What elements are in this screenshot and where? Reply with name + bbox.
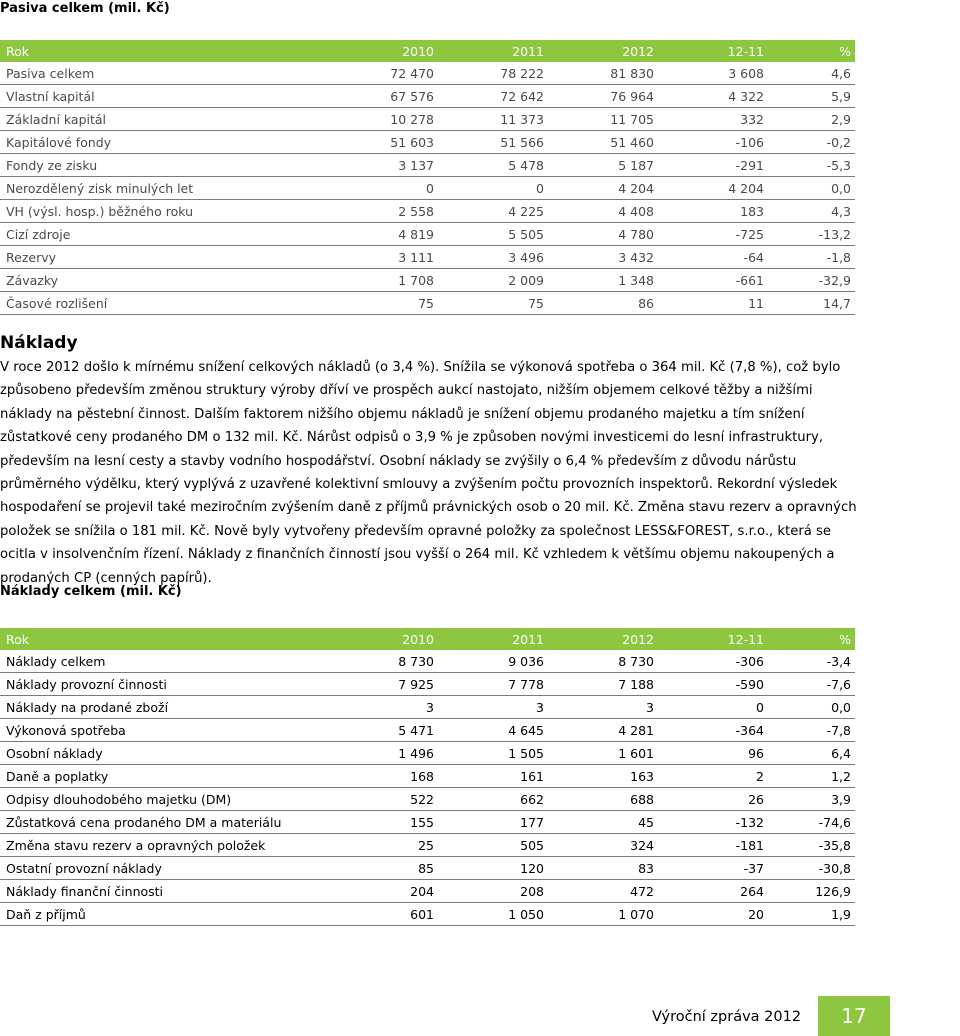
- row-label: Fondy ze zisku: [0, 154, 328, 177]
- table-row: [0, 811, 855, 834]
- header-cell-diff: 12-11: [658, 40, 768, 62]
- value-2012: 1 601: [548, 742, 658, 765]
- value-2011: 75: [438, 292, 548, 315]
- table-row: [0, 223, 855, 246]
- header-cell-2011: 2011: [438, 40, 548, 62]
- table-row: [0, 177, 855, 200]
- row-label: VH (výsl. hosp.) běžného roku: [0, 200, 328, 223]
- value-2011: 11 373: [438, 108, 548, 131]
- value-2011: 4 645: [438, 719, 548, 742]
- value-2011: 4 225: [438, 200, 548, 223]
- value-percent: -1,8: [768, 246, 855, 269]
- value-2012: 163: [548, 765, 658, 788]
- table-row: [0, 269, 855, 292]
- header-cell-year: Rok: [0, 40, 328, 62]
- value-diff: 11: [658, 292, 768, 315]
- value-2011: 3: [438, 696, 548, 719]
- value-2010: 204: [328, 880, 438, 903]
- value-percent: 14,7: [768, 292, 855, 315]
- value-2012: 688: [548, 788, 658, 811]
- value-2011: 5 478: [438, 154, 548, 177]
- value-diff: 20: [658, 903, 768, 926]
- value-diff: -291: [658, 154, 768, 177]
- value-percent: 3,9: [768, 788, 855, 811]
- value-2010: 1 496: [328, 742, 438, 765]
- value-diff: 4 204: [658, 177, 768, 200]
- value-2011: 120: [438, 857, 548, 880]
- pasiva-table: [0, 40, 855, 315]
- value-2012: 76 964: [548, 85, 658, 108]
- value-diff: 332: [658, 108, 768, 131]
- naklady-table: [0, 628, 855, 926]
- row-label: Náklady provozní činnosti: [0, 673, 328, 696]
- value-2011: 7 778: [438, 673, 548, 696]
- value-2010: 8 730: [328, 650, 438, 673]
- table-row: [0, 131, 855, 154]
- header-cell-2010: 2010: [328, 40, 438, 62]
- value-2012: 3 432: [548, 246, 658, 269]
- value-2012: 4 780: [548, 223, 658, 246]
- value-2011: 2 009: [438, 269, 548, 292]
- value-percent: 126,9: [768, 880, 855, 903]
- pasiva-table-caption: Pasiva celkem (mil. Kč): [0, 1, 170, 16]
- value-percent: 1,2: [768, 765, 855, 788]
- value-diff: -306: [658, 650, 768, 673]
- value-percent: 5,9: [768, 85, 855, 108]
- header-cell-year: Rok: [0, 628, 328, 650]
- value-2012: 4 281: [548, 719, 658, 742]
- value-diff: -64: [658, 246, 768, 269]
- value-2010: 3 111: [328, 246, 438, 269]
- header-cell-2011: 2011: [438, 628, 548, 650]
- table-row: [0, 673, 855, 696]
- value-diff: 264: [658, 880, 768, 903]
- value-percent: -5,3: [768, 154, 855, 177]
- header-cell-percent: %: [768, 40, 855, 62]
- value-2010: 3 137: [328, 154, 438, 177]
- value-diff: 26: [658, 788, 768, 811]
- table-row: [0, 742, 855, 765]
- value-2010: 85: [328, 857, 438, 880]
- table-row: [0, 903, 855, 926]
- value-diff: 3 608: [658, 62, 768, 85]
- row-label: Výkonová spotřeba: [0, 719, 328, 742]
- value-2011: 72 642: [438, 85, 548, 108]
- value-2011: 208: [438, 880, 548, 903]
- table-row: [0, 108, 855, 131]
- value-2010: 4 819: [328, 223, 438, 246]
- value-2010: 0: [328, 177, 438, 200]
- value-diff: 2: [658, 765, 768, 788]
- row-label: Náklady na prodané zboží: [0, 696, 328, 719]
- value-percent: -3,4: [768, 650, 855, 673]
- row-label: Vlastní kapitál: [0, 85, 328, 108]
- value-2011: 1 050: [438, 903, 548, 926]
- value-2010: 2 558: [328, 200, 438, 223]
- value-percent: -74,6: [768, 811, 855, 834]
- value-diff: 183: [658, 200, 768, 223]
- value-2011: 5 505: [438, 223, 548, 246]
- header-cell-2010: 2010: [328, 628, 438, 650]
- value-2012: 4 408: [548, 200, 658, 223]
- value-2011: 0: [438, 177, 548, 200]
- value-2010: 522: [328, 788, 438, 811]
- value-2012: 7 188: [548, 673, 658, 696]
- value-percent: 4,3: [768, 200, 855, 223]
- value-2010: 67 576: [328, 85, 438, 108]
- header-cell-2012: 2012: [548, 40, 658, 62]
- value-2010: 155: [328, 811, 438, 834]
- value-2010: 75: [328, 292, 438, 315]
- value-diff: 0: [658, 696, 768, 719]
- table-row: [0, 857, 855, 880]
- value-diff: -37: [658, 857, 768, 880]
- naklady-table-caption: Náklady celkem (mil. Kč): [0, 584, 182, 599]
- row-label: Odpisy dlouhodobého majetku (DM): [0, 788, 328, 811]
- value-percent: 2,9: [768, 108, 855, 131]
- value-diff: -132: [658, 811, 768, 834]
- row-label: Cizí zdroje: [0, 223, 328, 246]
- value-2011: 505: [438, 834, 548, 857]
- row-label: Nerozdělený zisk minulých let: [0, 177, 328, 200]
- row-label: Rezervy: [0, 246, 328, 269]
- table-row: [0, 292, 855, 315]
- table-header-row: [0, 628, 855, 650]
- row-label: Daň z příjmů: [0, 903, 328, 926]
- row-label: Ostatní provozní náklady: [0, 857, 328, 880]
- value-2010: 3: [328, 696, 438, 719]
- value-diff: -661: [658, 269, 768, 292]
- value-percent: -35,8: [768, 834, 855, 857]
- value-percent: -30,8: [768, 857, 855, 880]
- value-2012: 3: [548, 696, 658, 719]
- value-2011: 662: [438, 788, 548, 811]
- table-row: [0, 62, 855, 85]
- value-diff: 96: [658, 742, 768, 765]
- value-2010: 1 708: [328, 269, 438, 292]
- row-label: Daně a poplatky: [0, 765, 328, 788]
- value-percent: 0,0: [768, 177, 855, 200]
- table-row: [0, 650, 855, 673]
- table-row: [0, 246, 855, 269]
- value-2012: 1 348: [548, 269, 658, 292]
- value-2011: 78 222: [438, 62, 548, 85]
- value-percent: -13,2: [768, 223, 855, 246]
- value-diff: 4 322: [658, 85, 768, 108]
- value-diff: -106: [658, 131, 768, 154]
- table-row: [0, 880, 855, 903]
- row-label: Osobní náklady: [0, 742, 328, 765]
- value-diff: -364: [658, 719, 768, 742]
- value-percent: -0,2: [768, 131, 855, 154]
- value-percent: -7,6: [768, 673, 855, 696]
- value-2012: 324: [548, 834, 658, 857]
- value-percent: 1,9: [768, 903, 855, 926]
- value-2010: 5 471: [328, 719, 438, 742]
- value-2012: 83: [548, 857, 658, 880]
- value-diff: -725: [658, 223, 768, 246]
- table-row: [0, 696, 855, 719]
- row-label: Závazky: [0, 269, 328, 292]
- value-2012: 1 070: [548, 903, 658, 926]
- header-cell-diff: 12-11: [658, 628, 768, 650]
- row-label: Pasiva celkem: [0, 62, 328, 85]
- value-2012: 45: [548, 811, 658, 834]
- table-row: [0, 200, 855, 223]
- header-cell-percent: %: [768, 628, 855, 650]
- value-2011: 3 496: [438, 246, 548, 269]
- row-label: Náklady finanční činnosti: [0, 880, 328, 903]
- table-header-row: [0, 40, 855, 62]
- table-row: [0, 719, 855, 742]
- value-2012: 11 705: [548, 108, 658, 131]
- value-percent: 4,6: [768, 62, 855, 85]
- naklady-heading: Náklady: [0, 333, 78, 353]
- value-2011: 177: [438, 811, 548, 834]
- page-number: 17: [841, 1004, 867, 1028]
- table-row: [0, 765, 855, 788]
- value-2010: 72 470: [328, 62, 438, 85]
- table-row: [0, 154, 855, 177]
- value-2012: 51 460: [548, 131, 658, 154]
- value-percent: 6,4: [768, 742, 855, 765]
- value-2011: 51 566: [438, 131, 548, 154]
- value-percent: -32,9: [768, 269, 855, 292]
- value-2012: 5 187: [548, 154, 658, 177]
- value-2010: 25: [328, 834, 438, 857]
- value-2012: 8 730: [548, 650, 658, 673]
- value-2011: 161: [438, 765, 548, 788]
- value-2010: 7 925: [328, 673, 438, 696]
- report-title-footer: Výroční zpráva 2012: [652, 1009, 802, 1025]
- page-number-badge: [818, 996, 890, 1036]
- value-2011: 1 505: [438, 742, 548, 765]
- value-percent: 0,0: [768, 696, 855, 719]
- value-diff: -590: [658, 673, 768, 696]
- table-row: [0, 834, 855, 857]
- value-2010: 168: [328, 765, 438, 788]
- naklady-paragraph: V roce 2012 došlo k mírnému snížení celkových nákladů (o 3,4 %). Snížila se výkonová spotřeba o 364 mil. Kč (7,8 %), což bylo způsobeno především změnou struktury výroby dříví ve prospěch aukcí nastojato, nižším objemem celkové těžby a nižšími náklady na pěstební činnost. Dalším faktorem nižšího objemu nákladů je snížení objemu prodaného majetku a tím snížení zůstatkové ceny prodaného DM o 132 mil. Kč. Nárůst odpisů o 3,9 % je způsoben novými investicemi do lesní infrastruktury, především na lesní cesty a stavby vodního hospodářství. Osobní náklady se zvýšily o 6,4 % především z důvodu nárůstu průměrného výdělku, který vyplývá z uzavřené kolektivní smlouvy a zvýšením počtu provozních inspektorů. Rekordní výsledek hospodaření se projevil také meziročním zvýšením daně z příjmů právnických osob o 20 mil. Kč. Změna stavu rezerv a opravných položek se snížila o 181 mil. Kč. Nově byly vytvořeny především opravné položky za společnost LESS&FOREST, s.r.o., která se ocitla v insolvenčním řízení. Náklady z finančních činností jsou vyšší o 264 mil. Kč vzhledem k většímu objemu nakoupených a prodaných CP (cenných papírů).: [0, 360, 857, 586]
- value-2010: 601: [328, 903, 438, 926]
- value-2012: 4 204: [548, 177, 658, 200]
- value-2012: 81 830: [548, 62, 658, 85]
- value-2012: 472: [548, 880, 658, 903]
- value-2010: 10 278: [328, 108, 438, 131]
- value-2010: 51 603: [328, 131, 438, 154]
- row-label: Časové rozlišení: [0, 292, 328, 315]
- row-label: Změna stavu rezerv a opravných položek: [0, 834, 328, 857]
- table-row: [0, 788, 855, 811]
- header-cell-2012: 2012: [548, 628, 658, 650]
- value-diff: -181: [658, 834, 768, 857]
- value-2011: 9 036: [438, 650, 548, 673]
- row-label: Kapitálové fondy: [0, 131, 328, 154]
- value-percent: -7,8: [768, 719, 855, 742]
- row-label: Základní kapitál: [0, 108, 328, 131]
- row-label: Zůstatková cena prodaného DM a materiálu: [0, 811, 328, 834]
- table-row: [0, 85, 855, 108]
- value-2012: 86: [548, 292, 658, 315]
- row-label: Náklady celkem: [0, 650, 328, 673]
